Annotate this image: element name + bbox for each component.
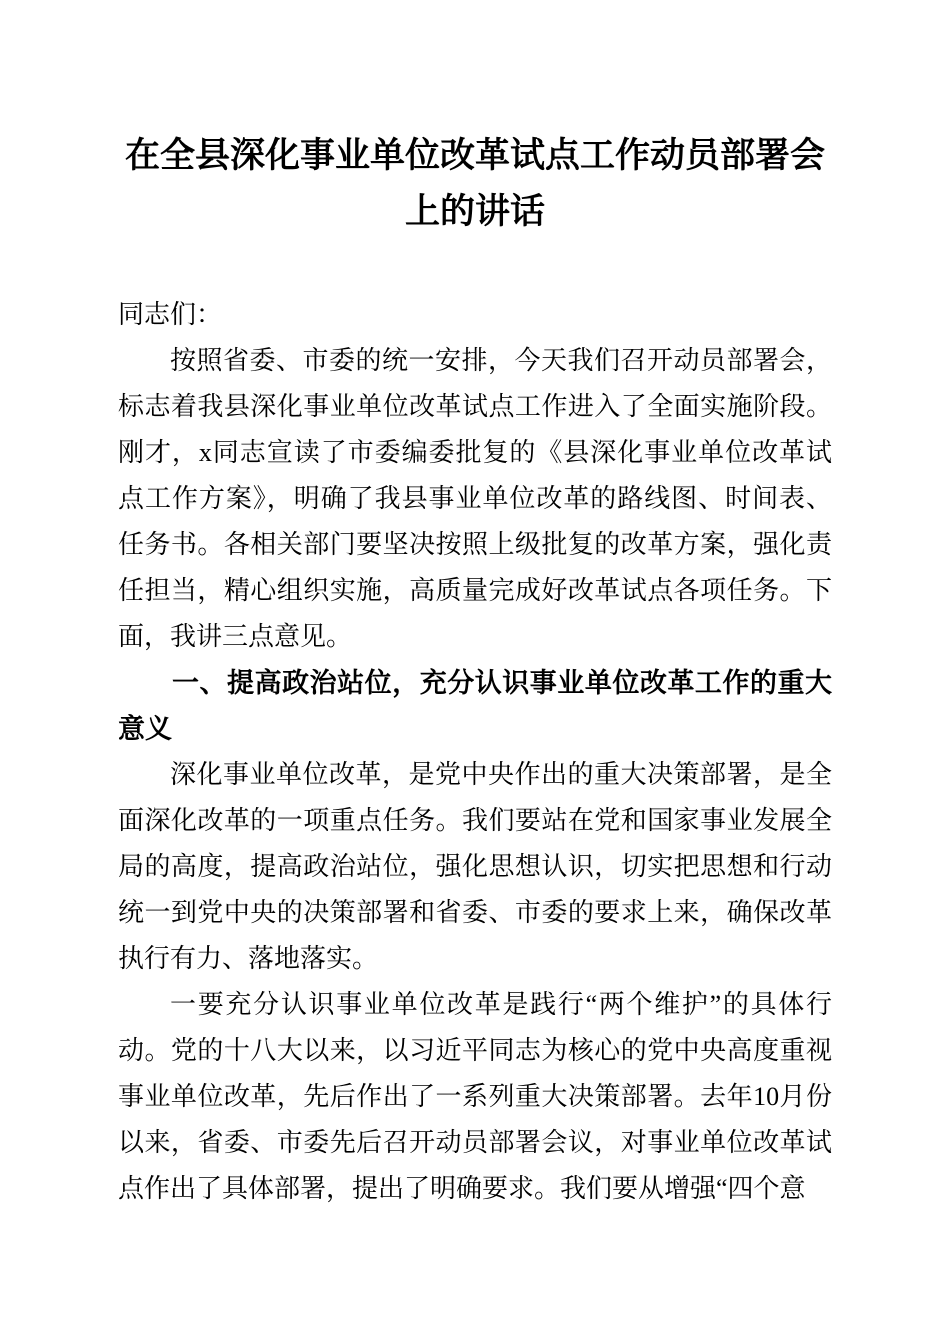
paragraph-section1-body: 深化事业单位改革，是党中央作出的重大决策部署，是全面深化改革的一项重点任务。我们要站在党和国家事业发展全局的高度，提高政治站位，强化思想认识，切实把思想和行动统一到党中央的决策部署和省委、市委的要求上来，确保改革执行有力、落地落实。 <box>118 760 832 973</box>
section-heading-1: 一、提高政治站位，充分认识事业单位改革工作的重大意义 <box>118 668 832 744</box>
paragraph-intro: 按照省委、市委的统一安排，今天我们召开动员部署会，标志着我县深化事业单位改革试点工作进入了全面实施阶段。刚才，x同志宣读了市委编委批复的《县深化事业单位改革试点工作方案》，明确了我县事业单位改革的路线图、时间表、任务书。各相关部门要坚决按照上级批复的改革方案，强化责任担当，精心组织实施，高质量完成好改革试点各项任务。下面，我讲三点意见。 <box>118 346 832 651</box>
salutation: 同志们： <box>118 300 223 329</box>
document-title: 在全县深化事业单位改革试点工作动员部署会上的讲话 <box>124 136 825 231</box>
paragraph-section1-point1: 一要充分认识事业单位改革是践行“两个维护”的具体行动。党的十八大以来，以习近平同志为核心的党中央高度重视事业单位改革，先后作出了一系列重大决策部署。去年10月份以来，省委、市委先后召开动员部署会议，对事业单位改革试点作出了具体部署，提出了明确要求。我们要从增强“四个意 <box>118 990 832 1203</box>
